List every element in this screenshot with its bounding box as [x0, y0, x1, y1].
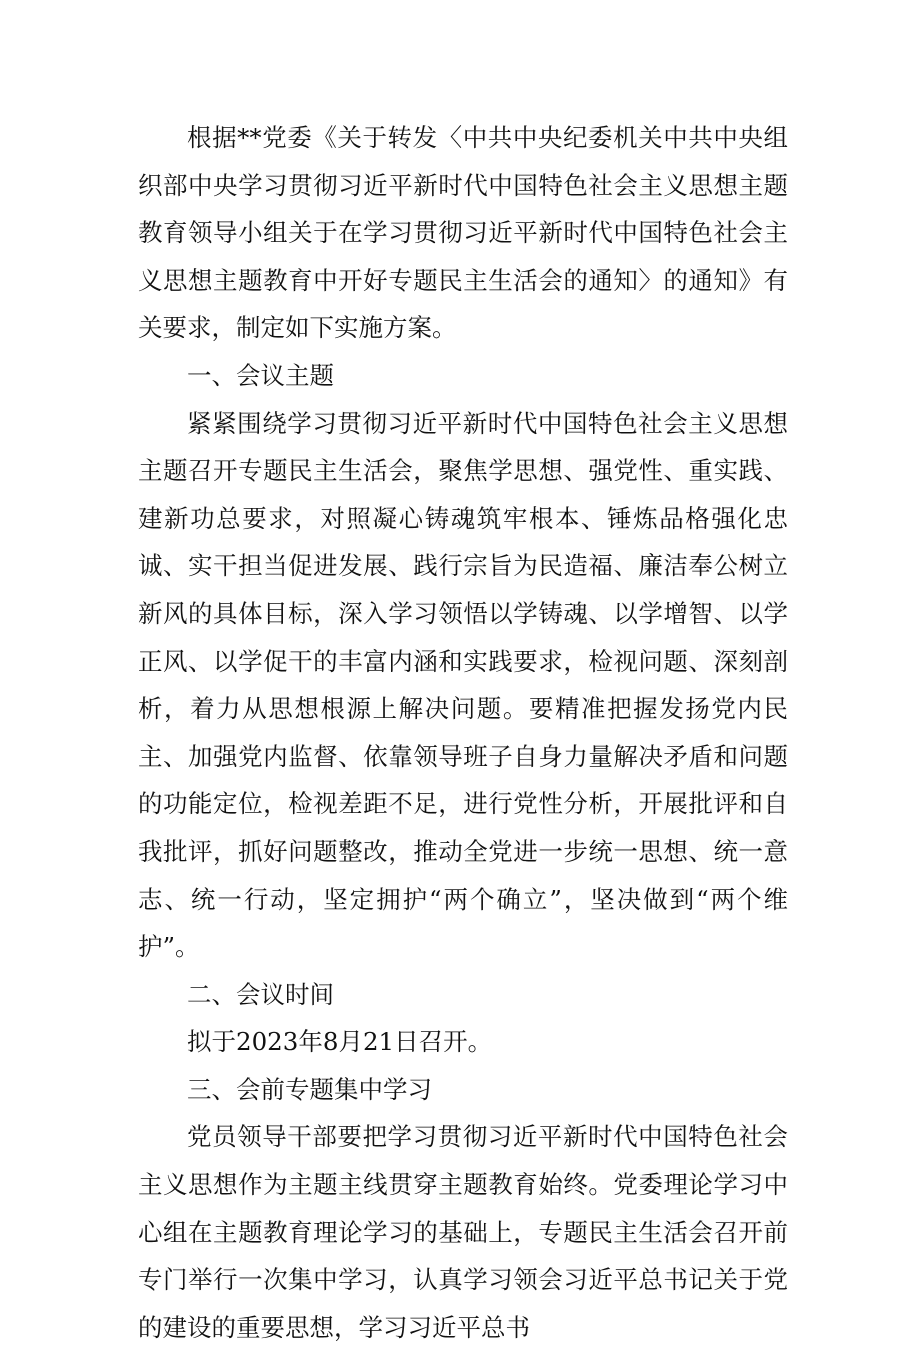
- section-body-time: 拟于2023年8月21日召开。: [187, 1027, 493, 1057]
- section-heading-time: 二、会议时间: [187, 979, 334, 1009]
- section-body-theme: 紧紧围绕学习贯彻习近平新时代中国特色社会主义思想主题召开专题民主生活会，聚焦学思想、强党性、重实践、建新功总要求，对照凝心铸魂筑牢根本、锤炼品格强化忠诚、实干担当促进发展、践行宗旨为民造福、廉洁奉公树立新风的具体目标，深入学习领悟以学铸魂、以学增智、以学正风、以学促干的丰富内涵和实践要求，检视问题、深刻剖析，着力从思想根源上解决问题。要精准把握发扬党内民主、加强党内监督、依靠领导班子自身力量解决矛盾和问题的功能定位，检视差距不足，进行党性分析，开展批评和自我批评，抓好问题整改，推动全党进一步统一思想、统一意志、统一行动，坚定拥护“两个确立”，坚决做到“两个维护”。: [138, 408, 788, 962]
- document-body: [138, 114, 788, 1351]
- intro-paragraph: 根据**党委《关于转发〈中共中央纪委机关中共中央组织部中央学习贯彻习近平新时代中国特色社会主义思想主题教育领导小组关于在学习贯彻习近平新时代中国特色社会主义思想主题教育中开好专题民主生活会的通知〉的通知》有关要求，制定如下实施方案。: [138, 123, 788, 343]
- section-body-study: 党员领导干部要把学习贯彻习近平新时代中国特色社会主义思想作为主题主线贯穿主题教育始终。党委理论学习中心组在主题教育理论学习的基础上，专题民主生活会召开前专门举行一次集中学习，认真学习领会习近平总书记关于党的建设的重要思想，学习习近平总书: [138, 1122, 788, 1342]
- section-heading-study: 三、会前专题集中学习: [187, 1074, 432, 1104]
- section-heading-theme: 一、会议主题: [187, 360, 334, 390]
